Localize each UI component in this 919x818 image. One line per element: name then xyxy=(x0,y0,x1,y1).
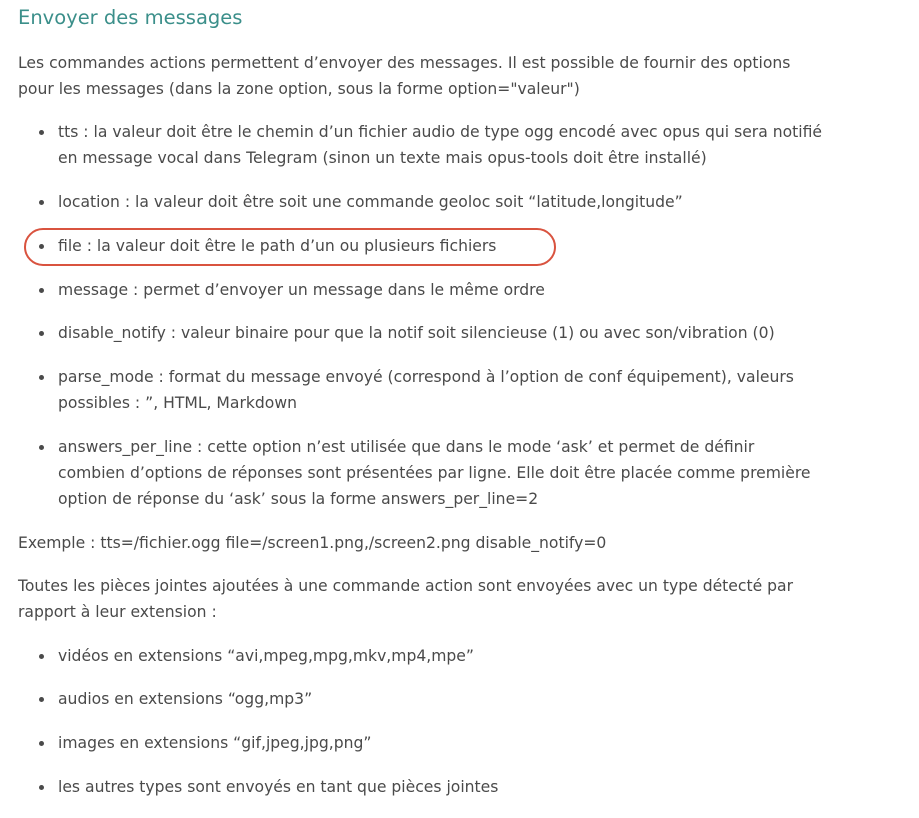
option-tts-line-2: en message vocal dans Telegram (sinon un texte mais opus-tools doit être installé) xyxy=(58,149,707,167)
section-title: Envoyer des messages xyxy=(18,6,243,29)
option-parse-mode-line-1: parse_mode : format du message envoyé (correspond à l’option de conf équipement), valeurs xyxy=(58,364,794,390)
attachment-type-image: images en extensions “gif,jpeg,jpg,png” xyxy=(58,730,371,756)
option-file: file : la valeur doit être le path d’un ou plusieurs fichiers xyxy=(58,233,496,259)
option-answers-per-line-line-2: combien d’options de réponses sont présentées par ligne. Elle doit être placée comme première xyxy=(58,464,811,482)
option-disable-notify: disable_notify : valeur binaire pour que la notif soit silencieuse (1) ou avec son/vibration (0) xyxy=(58,320,775,346)
intro-line-1: Les commandes actions permettent d’envoyer des messages. Il est possible de fournir des options xyxy=(18,54,791,72)
option-message: message : permet d’envoyer un message dans le même ordre xyxy=(58,277,545,303)
option-answers-per-line-line-1: answers_per_line : cette option n’est utilisée que dans le mode ‘ask’ et permet de définir xyxy=(58,434,754,460)
option-location: location : la valeur doit être soit une commande geoloc soit “latitude,longitude” xyxy=(58,189,683,215)
intro-line-2: pour les messages (dans la zone option, sous la forme option="valeur") xyxy=(18,80,580,98)
option-answers-per-line-line-3: option de réponse du ‘ask’ sous la forme answers_per_line=2 xyxy=(58,490,539,508)
option-tts-line-1: tts : la valeur doit être le chemin d’un fichier audio de type ogg encodé avec opus qui sera notifié xyxy=(58,119,822,145)
option-parse-mode-line-2: possibles : ”, HTML, Markdown xyxy=(58,394,297,412)
attachment-type-audio: audios en extensions “ogg,mp3” xyxy=(58,686,312,712)
example-text: Exemple : tts=/fichier.ogg file=/screen1.png,/screen2.png disable_notify=0 xyxy=(18,534,607,552)
attachments-intro-line-1: Toutes les pièces jointes ajoutées à une commande action sont envoyées avec un type détecté par xyxy=(18,577,793,595)
attachment-type-other: les autres types sont envoyés en tant que pièces jointes xyxy=(58,774,498,800)
file-option-highlight xyxy=(24,228,556,266)
attachments-intro-line-2: rapport à leur extension : xyxy=(18,603,217,621)
attachment-type-video: vidéos en extensions “avi,mpeg,mpg,mkv,mp4,mpe” xyxy=(58,643,474,669)
